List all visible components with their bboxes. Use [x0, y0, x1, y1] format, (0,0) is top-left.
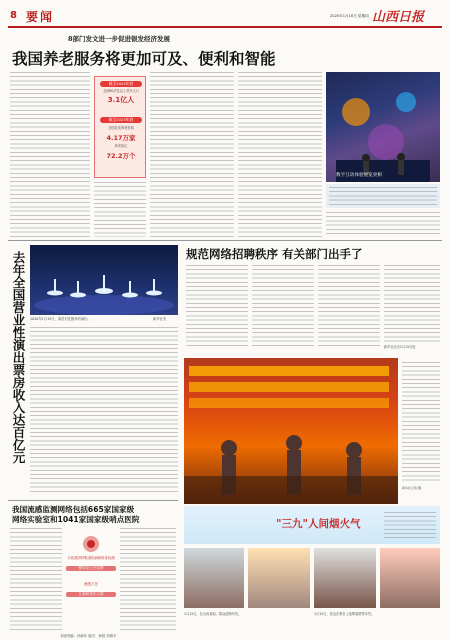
sanjiu-banner: [184, 506, 440, 544]
page-number: 8: [10, 10, 17, 21]
photo-caption-text: [329, 187, 437, 205]
statistics-infobox: [94, 76, 146, 178]
article-body-col5: [326, 212, 440, 237]
flu-bubble-3: 流感占比: [83, 582, 99, 586]
section-name: 要闻: [26, 10, 55, 24]
divider-top: [8, 240, 442, 241]
flu-title-line1: 我国流感监测网络包括665家国家级: [12, 505, 135, 514]
article-title: 我国养老服务将更加可及、便利和智能: [12, 50, 276, 68]
article-kicker: 8部门发文进一步促进银发经济发展: [68, 35, 171, 43]
article-performance-revenue: [8, 243, 178, 498]
flu-body-col2: [120, 528, 176, 632]
stat2-label: 截至2023年底: [100, 117, 142, 123]
market-photo-c: [314, 548, 376, 608]
flu-infographic: [66, 532, 116, 622]
lantern-market-graphic: [184, 358, 398, 504]
market-caption-a: 1月15日，在山西某地，群众选购年货。: [184, 612, 242, 616]
recruitment-credit: 新华社北京1月15日电: [384, 345, 416, 349]
exhibition-photo: [326, 72, 440, 182]
article-sanjiu: [182, 356, 442, 640]
date-line: 2020年1月16日 星期四: [330, 14, 369, 18]
article-body-col4: [238, 72, 322, 237]
recruitment-body-col4: [384, 265, 440, 343]
market-photo-d: [380, 548, 440, 608]
sanjiu-banner-text: [384, 512, 436, 538]
market-photo-main: [184, 358, 398, 504]
market-photo-a: [184, 548, 244, 608]
page-footer: 本版责编：孙新年 版式：杨国 刘海平: [60, 634, 117, 638]
vertical-headline: 去年全国营业性演出票房收入达百亿元: [11, 251, 26, 464]
photo-caption-box: [326, 184, 440, 208]
flu-title-line2: 网络实验室和1041家国家级哨点医院: [12, 515, 140, 524]
article-body-col1: [10, 72, 90, 237]
flu-body-col1: [10, 528, 62, 632]
virus-graphic: [66, 532, 116, 622]
recruitment-body-col3: [318, 265, 380, 349]
recruitment-title: 规范网络招聘秩序 有关部门出手了: [186, 247, 363, 261]
exhibition-scene-graphic: [326, 72, 440, 182]
stat1-sub: 全国60岁及以上老年人口: [103, 89, 139, 93]
recruitment-body-col2: [252, 265, 314, 349]
performance-body: [30, 327, 178, 493]
article-body-col2: [94, 182, 146, 237]
photo-overlay-caption: 数字互动体验展览亮相: [336, 173, 382, 178]
sanjiu-title: "三九"人间烟火气: [276, 518, 361, 530]
ballet-stage-graphic: [30, 245, 178, 315]
stat1-label: 截至2024年底: [100, 81, 142, 87]
side-caption-credit: 新华社记者 摄: [402, 486, 421, 490]
stat1-value: 3.1亿人: [107, 96, 135, 104]
masthead-rule: [8, 26, 442, 28]
article-flu-monitoring: [8, 502, 178, 640]
flu-bubble-2: 整体呈上升趋势: [66, 566, 116, 571]
masthead: [0, 0, 450, 28]
article-body-col3: [150, 72, 234, 237]
performance-photo-caption: 2020年1月15日，演员们在剧场内演出。: [30, 317, 91, 321]
recruitment-body-col1: [186, 265, 248, 349]
divider-mid: [8, 500, 178, 501]
stat2-value-a: 4.17万家: [106, 134, 136, 142]
flu-bubble-1: 当前我国呼吸道疾病病原体检测: [67, 556, 115, 560]
performance-credit: 新华社发: [153, 317, 167, 321]
side-caption-text: [402, 362, 440, 482]
article-recruitment: [182, 243, 442, 353]
stat2-sub2: 养老床位: [114, 144, 128, 148]
stat2-sub: 全国各类养老机构: [108, 126, 134, 130]
market-photo-b: [248, 548, 310, 608]
paper-logo: 山西日报: [372, 10, 425, 25]
market-caption-b: 1月15日，民众在集市上选购春联等年货。: [314, 612, 375, 616]
flu-bubble-4: 儿童和老年人群: [66, 592, 116, 597]
performance-photo: [30, 245, 178, 315]
stat2-value-b: 72.2万个: [106, 152, 136, 160]
article-elderly-care: [8, 30, 442, 240]
